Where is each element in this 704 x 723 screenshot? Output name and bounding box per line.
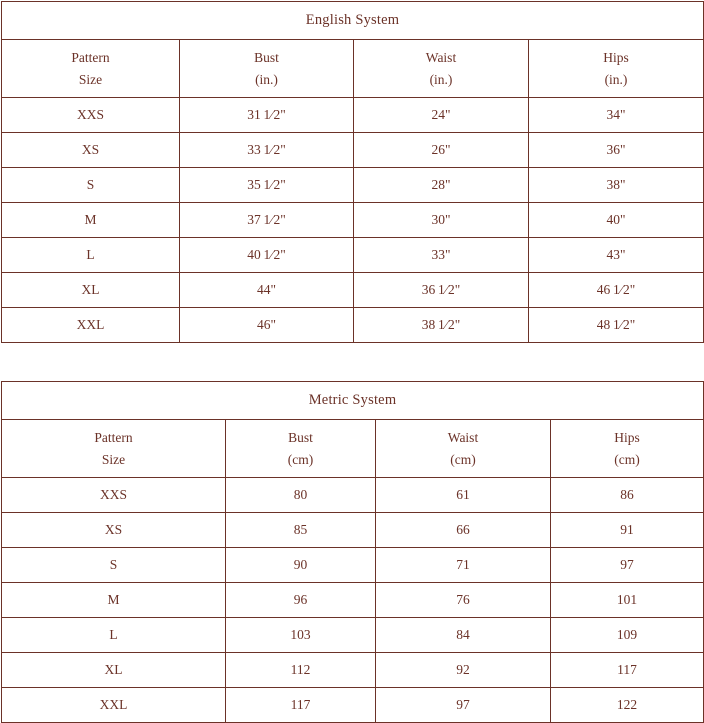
cell-bust: 44" (180, 273, 354, 308)
cell-size: XXL (2, 308, 180, 343)
cell-waist: 36 1⁄2" (354, 273, 529, 308)
cell-hips: 34" (529, 98, 704, 133)
table-row (2, 583, 704, 618)
column-header-3 (551, 420, 704, 478)
cell-size: XS (2, 133, 180, 168)
table-row (2, 238, 704, 273)
table-row (2, 133, 704, 168)
cell-hips: 48 1⁄2" (529, 308, 704, 343)
column-header-3 (529, 40, 704, 98)
table-row (2, 513, 704, 548)
table-row (2, 653, 704, 688)
cell-bust: 117 (226, 688, 376, 723)
table-title: English System (2, 2, 704, 40)
column-header-line2: (in.) (255, 71, 278, 87)
column-header-row (2, 420, 704, 478)
cell-bust: 31 1⁄2" (180, 98, 354, 133)
table-row (2, 98, 704, 133)
cell-size: XXL (2, 688, 226, 723)
cell-bust: 40 1⁄2" (180, 238, 354, 273)
cell-bust: 96 (226, 583, 376, 618)
table-row (2, 203, 704, 238)
cell-waist: 26" (354, 133, 529, 168)
cell-bust: 46" (180, 308, 354, 343)
cell-bust: 80 (226, 478, 376, 513)
cell-waist: 28" (354, 168, 529, 203)
table-row (2, 308, 704, 343)
cell-size: M (2, 203, 180, 238)
column-header-0 (2, 40, 180, 98)
table-row (2, 618, 704, 653)
table-row (2, 548, 704, 583)
column-header-1 (180, 40, 354, 98)
cell-hips: 122 (551, 688, 704, 723)
cell-waist: 33" (354, 238, 529, 273)
column-header-line2: (in.) (604, 71, 628, 87)
column-header-line1: Bust (254, 49, 279, 65)
cell-size: XS (2, 513, 226, 548)
table-gap (1, 343, 703, 381)
column-header-line2: Size (78, 71, 103, 87)
column-header-1 (226, 420, 376, 478)
column-header-line1: Waist (425, 49, 457, 65)
cell-size: L (2, 238, 180, 273)
cell-hips: 36" (529, 133, 704, 168)
cell-hips: 38" (529, 168, 704, 203)
cell-waist: 84 (376, 618, 551, 653)
cell-bust: 112 (226, 653, 376, 688)
cell-hips: 109 (551, 618, 704, 653)
cell-hips: 97 (551, 548, 704, 583)
cell-hips: 43" (529, 238, 704, 273)
column-header-line1: Hips (603, 49, 629, 65)
cell-waist: 71 (376, 548, 551, 583)
cell-waist: 61 (376, 478, 551, 513)
cell-size: XXS (2, 478, 226, 513)
column-header-line2: (cm) (614, 451, 640, 467)
table-title-row (2, 382, 704, 420)
column-header-0 (2, 420, 226, 478)
cell-size: M (2, 583, 226, 618)
cell-bust: 33 1⁄2" (180, 133, 354, 168)
column-header-2 (354, 40, 529, 98)
cell-size: L (2, 618, 226, 653)
cell-bust: 103 (226, 618, 376, 653)
cell-size: XL (2, 273, 180, 308)
table-row (2, 478, 704, 513)
tables-host (1, 1, 703, 723)
column-header-line1: Hips (614, 429, 640, 445)
cell-hips: 91 (551, 513, 704, 548)
cell-hips: 40" (529, 203, 704, 238)
column-header-row (2, 40, 704, 98)
cell-waist: 30" (354, 203, 529, 238)
column-header-line2: (cm) (450, 451, 476, 467)
column-header-line1: Pattern (94, 429, 133, 445)
column-header-line1: Waist (447, 429, 479, 445)
column-header-2 (376, 420, 551, 478)
cell-bust: 35 1⁄2" (180, 168, 354, 203)
cell-bust: 90 (226, 548, 376, 583)
cell-bust: 85 (226, 513, 376, 548)
table-row (2, 168, 704, 203)
cell-size: XXS (2, 98, 180, 133)
cell-bust: 37 1⁄2" (180, 203, 354, 238)
cell-hips: 46 1⁄2" (529, 273, 704, 308)
cell-waist: 97 (376, 688, 551, 723)
table-title: Metric System (2, 382, 704, 420)
cell-waist: 38 1⁄2" (354, 308, 529, 343)
column-header-line2: (cm) (287, 451, 314, 467)
cell-hips: 117 (551, 653, 704, 688)
table-title-row (2, 2, 704, 40)
cell-waist: 76 (376, 583, 551, 618)
cell-waist: 92 (376, 653, 551, 688)
size-table-english (1, 1, 704, 343)
table-row (2, 688, 704, 723)
column-header-line2: (in.) (429, 71, 453, 87)
cell-size: XL (2, 653, 226, 688)
column-header-line1: Pattern (71, 49, 110, 65)
cell-hips: 101 (551, 583, 704, 618)
cell-size: S (2, 168, 180, 203)
cell-waist: 66 (376, 513, 551, 548)
size-table-metric (1, 381, 704, 723)
cell-waist: 24" (354, 98, 529, 133)
table-row (2, 273, 704, 308)
column-header-line2: Size (101, 451, 126, 467)
cell-hips: 86 (551, 478, 704, 513)
column-header-line1: Bust (288, 429, 313, 445)
cell-size: S (2, 548, 226, 583)
